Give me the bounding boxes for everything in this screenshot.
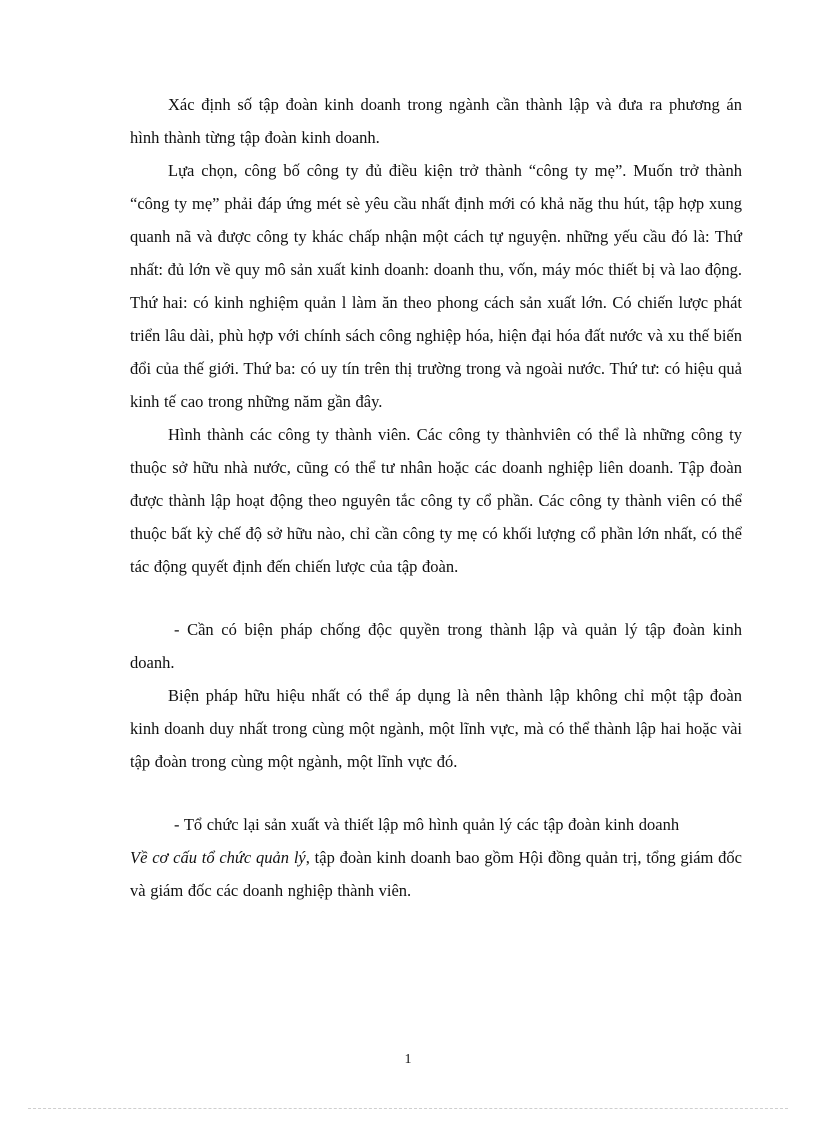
paragraph-7: [130, 841, 742, 907]
paragraph-7-italic-lead: Về cơ cấu tổ chức quản lý: [130, 848, 306, 867]
page-number: 1: [404, 1052, 412, 1067]
document-body: [130, 88, 742, 907]
paragraph-4: - Cần có biện pháp chống độc quyền trong thành lập và quản lý tập đoàn kinh doanh.: [130, 620, 742, 672]
paragraph-7-rest: , tập đoàn kinh doanh bao gồm Hội đồng quản trị, tổng giám đốc và giám đốc các doanh nghiệp thành viên.: [130, 848, 742, 900]
paragraph-spacer: [130, 583, 742, 613]
paragraph-2: Lựa chọn, công bố công ty đủ điều kiện trở thành “công ty mẹ”. Muốn trở thành “công ty mẹ” phải đáp ứng mét sè yêu cầu nhất định mới có khả năg thu hút, tập hợp xung quanh nã và được công ty khác chấp nhận một cách tự nguyện. những yếu cầu đó là: Thứ nhất: đủ lớn về quy mô sản xuất kinh doanh: doanh thu, vốn, máy móc thiết bị và lao động. Thứ hai: có kinh nghiệm quản l làm ăn theo phong cách sản xuất lớn. Có chiến lược phát triển lâu dài, phù hợp với chính sách công nghiệp hóa, hiện đại hóa đất nước và xu thế biến đổi của thế giới. Thứ ba: có uy tín trên thị trường trong và ngoài nước. Thứ tư: có hiệu quả kinh tế cao trong những năm gần đây.: [130, 161, 742, 411]
paragraph-spacer-2: [130, 778, 742, 808]
paragraph-1: Xác định số tập đoàn kinh doanh trong ngành cần thành lập và đưa ra phương án hình thành từng tập đoàn kinh doanh.: [130, 95, 742, 147]
paragraph-6: - Tổ chức lại sản xuất và thiết lập mô hình quản lý các tập đoàn kinh doanh: [174, 815, 680, 834]
bottom-divider: [28, 1108, 788, 1110]
paragraph-5: Biện pháp hữu hiệu nhất có thể áp dụng là nên thành lập không chỉ một tập đoàn kinh doanh duy nhất trong cùng một ngành, một lĩnh vực, mà có thể thành lập hai hoặc vài tập đoàn trong cùng một ngành, một lĩnh vực đó.: [130, 686, 742, 771]
paragraph-3: Hình thành các công ty thành viên. Các công ty thànhviên có thể là những công ty thuộc sở hữu nhà nước, cũng có thể tư nhân hoặc các doanh nghiệp liên doanh. Tập đoàn được thành lập hoạt động theo nguyên tắc công ty cổ phần. Các công ty thành viên có thể thuộc bất kỳ chế độ sở hữu nào, chỉ cần công ty mẹ có khối lượng cổ phần lớn nhất, có thể tác động quyết định đến chiến lược của tập đoàn.: [130, 425, 742, 576]
